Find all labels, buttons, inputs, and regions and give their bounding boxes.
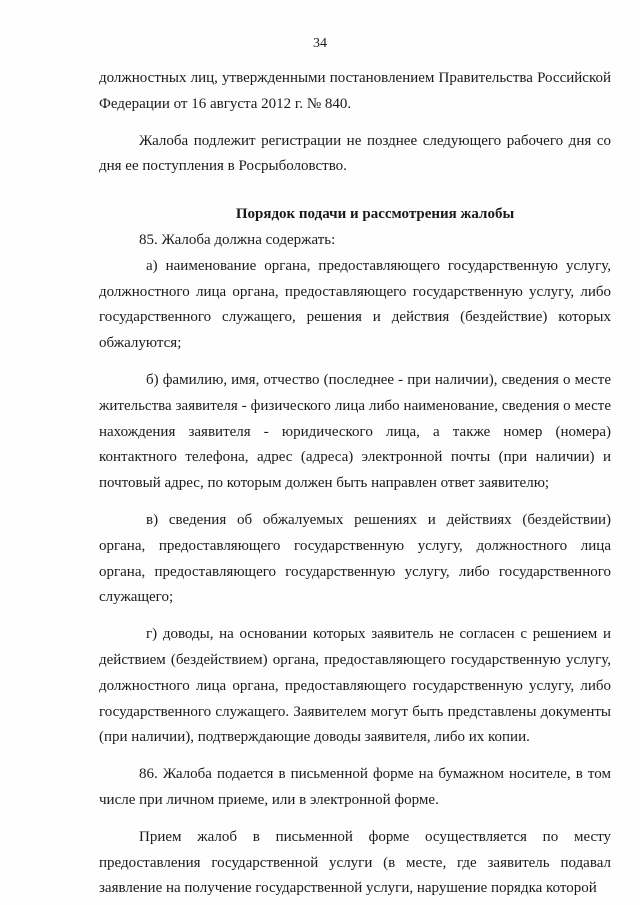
document-body (99, 66, 611, 902)
paragraph-reception: Прием жалоб в письменной форме осуществляется по месту предоставления государственной услуги (в месте, где заявитель подавал заявление на получение государственной услуги, нарушение порядка которой (99, 828, 611, 897)
paragraph-registration: Жалоба подлежит регистрации не позднее следующего рабочего дня со дня ее поступления в Росрыболовство. (99, 132, 611, 175)
paragraph-86: 86. Жалоба подается в письменной форме на бумажном носителе, в том числе при личном приеме, или в электронной форме. (99, 766, 611, 808)
list-item-v: в) сведения об обжалуемых решениях и действиях (бездействии) органа, предоставляющего государственную услугу, должностного лица органа, предоставляющего государственную услугу, либо государственного служащего; (99, 511, 611, 606)
page-number: 34 (313, 36, 327, 51)
paragraph-85: 85. Жалоба должна содержать: (139, 231, 336, 248)
list-item-b: б) фамилию, имя, отчество (последнее - при наличии), сведения о месте жительства заявителя - физического лица либо наименование, сведения о месте нахождения заявителя - юридического лица, а также номер (номера) контактного телефона, адрес (адреса) электронной почты (при наличии) и почтовый адрес, по которым должен быть направлен ответ заявителю; (99, 371, 611, 492)
list-item-g: г) доводы, на основании которых заявитель не согласен с решением и действием (бездействием) органа, предоставляющего государственную услугу, должностного лица органа, предоставляющего государственную услугу, либо государственного служащего. Заявителем могут быть представлены документы (при наличии), подтверждающие доводы заявителя, либо их копии. (99, 626, 611, 746)
list-item-a: а) наименование органа, предоставляющего государственную услугу, должностного лица органа, предоставляющего государственную услугу, либо государственного служащего, решения и действия (бездействие) которых обжалуются; (99, 257, 611, 352)
paragraph-continuation: должностных лиц, утвержденными постановлением Правительства Российской Федерации от 16 августа 2012 г. № 840. (99, 70, 611, 112)
section-heading: Порядок подачи и рассмотрения жалобы (235, 206, 515, 223)
